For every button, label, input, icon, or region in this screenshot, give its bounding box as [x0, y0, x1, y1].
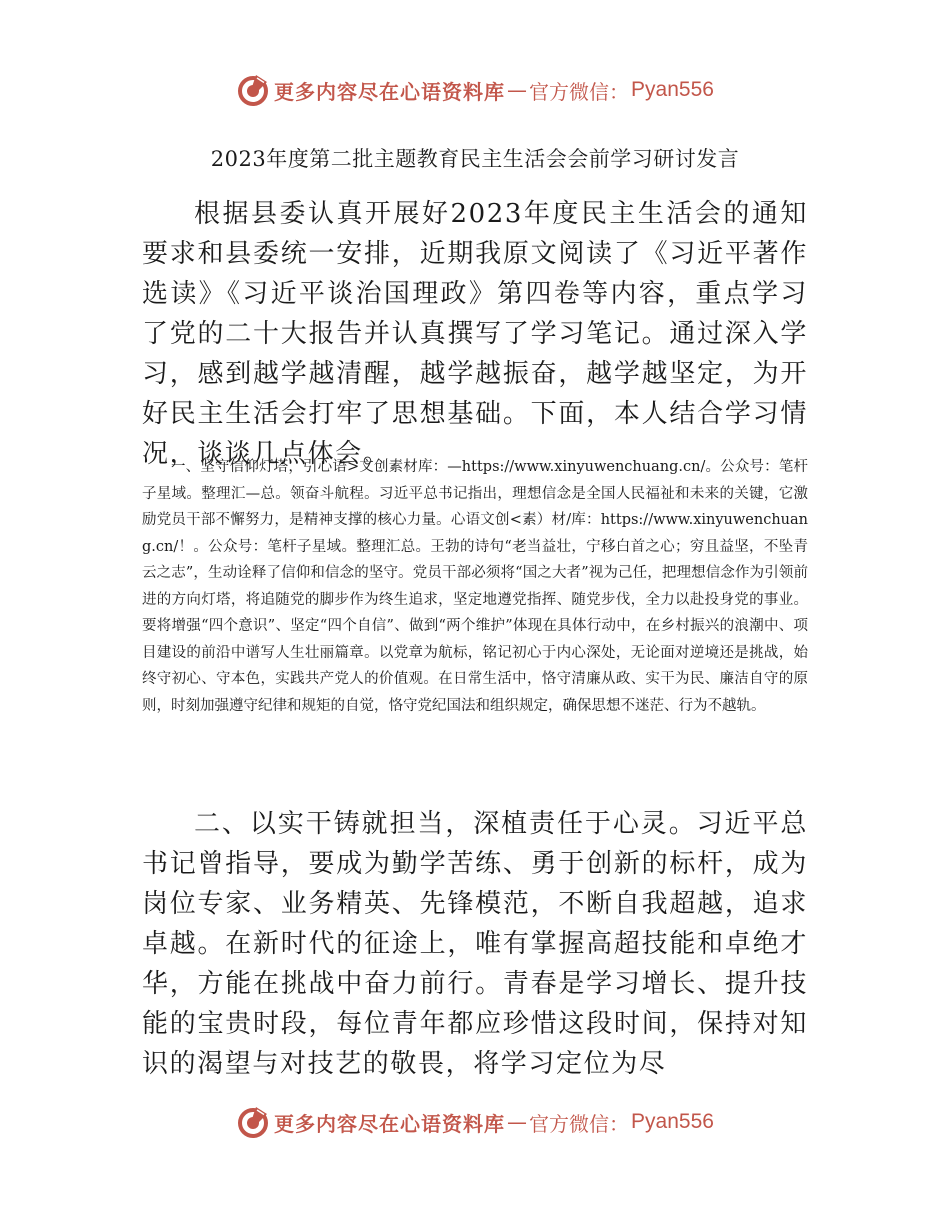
footer-banner — [0, 1100, 950, 1144]
banner-wechat-id: Pyan556 — [631, 1110, 714, 1133]
section-two-paragraph: 二、以实干铸就担当，深植责任于心灵。习近平总书记曾指导，要成为勤学苦练、勇于创新的标杆，成为岗位专家、业务精英、先锋模范，不断自我超越，追求卓越。在新时代的征途上，唯有掌握高超技能和卓绝才华，方能在挑战中奋力前行。青春是学习增长、提升技能的宝贵时段，每位青年都应珍惜这段时间，保持对知识的渴望与对技艺的敬畏，将学习定位为尽 — [142, 809, 808, 1079]
banner-text: 更多内容尽在心语资料库 — [274, 79, 506, 104]
document-title: 2023年度第二批主题教育民主生活会会前学习研讨发言 — [210, 147, 740, 171]
banner-wechat-label: 官方微信： — [529, 1111, 630, 1136]
header-banner — [0, 68, 950, 112]
banner-wechat-label: 官方微信： — [529, 79, 630, 104]
banner-wechat-id: Pyan556 — [631, 78, 714, 101]
pen-circle-logo-icon — [236, 73, 270, 107]
pen-circle-logo-icon — [236, 1105, 270, 1139]
banner-separator: — — [507, 78, 528, 102]
intro-paragraph: 根据县委认真开展好2023年度民主生活会的通知要求和县委统一安排，近期我原文阅读了《习近平著作选读》《习近平谈治国理政》第四卷等内容，重点学习了党的二十大报告并认真撰写了学习笔记。通过深入学习，感到越学越清醒，越学越振奋，越学越坚定，为开好民主生活会打牢了思想基础。下面，本人结合学习情况，谈谈几点体会。 — [142, 199, 808, 469]
banner-text: 更多内容尽在心语资料库 — [274, 1111, 506, 1136]
section-one-paragraph: 一、坚守信仰灯塔，引心语>文创素材库：—https://www.xinyuwenchuang.cn/。公众号：笔杆子星域。整理汇—总。领奋斗航程。习近平总书记指出，理想信念是全国人民福祉和未来的关键，它激励党员干部不懈努力，是精神支撑的核心力量。心语文创<素）材/库：https://www.xinyuwenchuang.cn/！。公众号：笔杆子星域。整理汇总。王勃的诗句“老当益壮，宁移白首之心；穷且益坚，不坠青云之志”，生动诠释了信仰和信念的坚守。党员干部必须将“国之大者”视为己任，把理想信念作为引领前进的方向灯塔，将追随党的脚步作为终生追求，坚定地遵党指挥、随党步伐，全力以赴投身党的事业。要将增强“四个意识”、坚定“四个自信”、做到“两个维护”体现在具体行动中，在乡村振兴的浪潮中、项目建设的前沿中谱写人生壮丽篇章。以党章为航标，铭记初心于内心深处，无论面对逆境还是挑战，始终守初心、守本色，实践共产党人的价值观。在日常生活中，恪守清廉从政、实干为民、廉洁自守的原则，时刻加强遵守纪律和规矩的自觉，恪守党纪国法和组织规定，确保思想不迷茫、行为不越轨。 — [142, 459, 808, 714]
banner-separator: — — [507, 1110, 528, 1134]
